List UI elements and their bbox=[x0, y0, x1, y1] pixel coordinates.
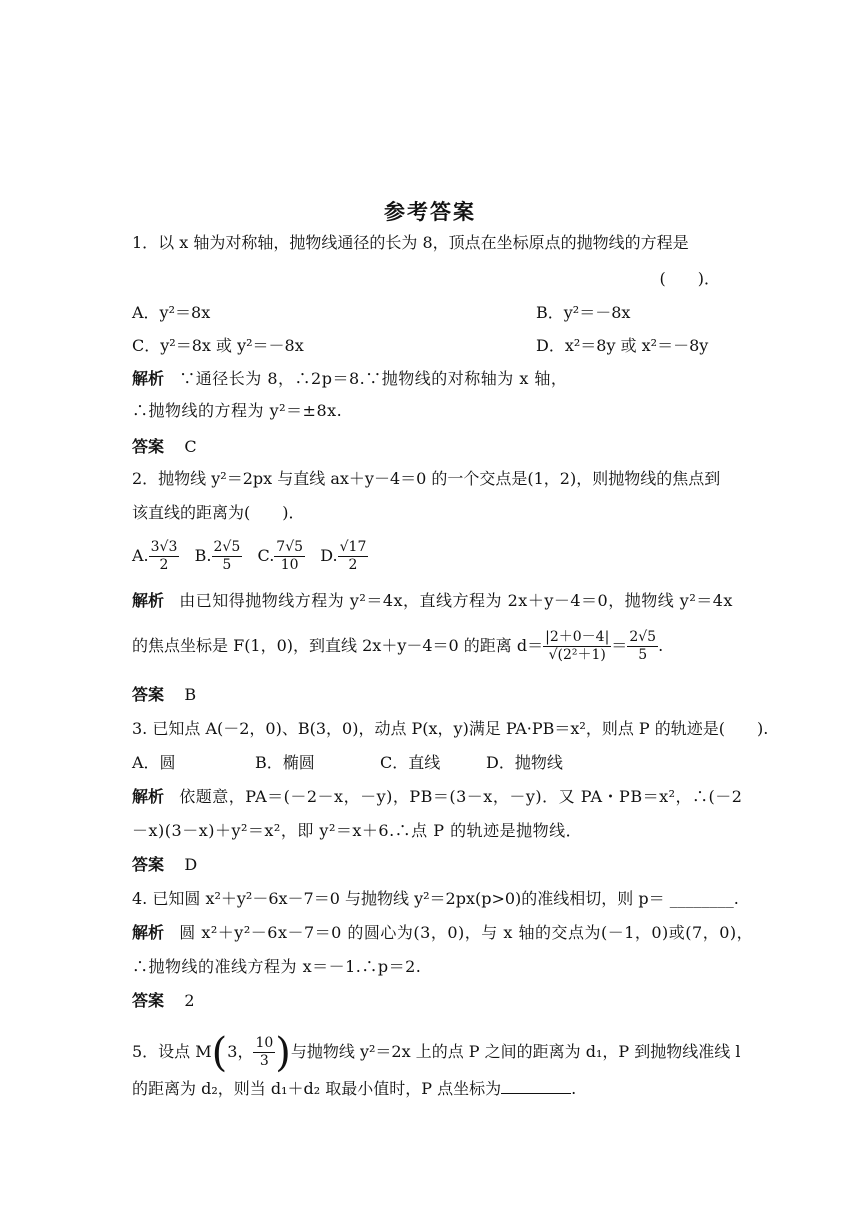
q2-options bbox=[132, 536, 730, 576]
q3-analysis-line1: 依题意，PA＝(－2－x，－y)，PB＝(3－x，－y)．又 PA・PB＝x²，∴(－2 bbox=[179, 787, 743, 806]
q5-stem-line1: 5．设点 M(3， $\frac{10}{3}$ )与抛物线 y²＝2x 上的点 P 之间的距离为 d₁，P 到抛物线准线 l bbox=[132, 1029, 741, 1076]
q2-answer-label: 答案 bbox=[132, 685, 165, 704]
q2-option-d: D. $\frac{√17}{2}$ bbox=[320, 539, 367, 573]
q5-stem-line2: 的距离为 d₂，则当 d₁＋d₂ 取最小值时，P 点坐标为 . bbox=[132, 1079, 577, 1098]
q3-answer-value: D bbox=[184, 855, 198, 874]
q3-option-a: A．圆 bbox=[132, 753, 176, 772]
q1-option-c: C．y²＝8x 或 y²＝－8x bbox=[132, 336, 304, 355]
q2-option-b: B. $\frac{2√5}{5}$ bbox=[194, 539, 241, 573]
q2-distance-fraction: $\frac{|2+0-4|}{\text{√(2²＋1)}}$ bbox=[545, 629, 610, 663]
q3-analysis-line2: －x)(3－x)＋y²＝x²，即 y²＝x＋6.∴点 P 的轨迹是抛物线． bbox=[132, 821, 583, 840]
q1-analysis-line1: ∵通径长为 8，∴2p＝8.∵抛物线的对称轴为 x 轴， bbox=[179, 369, 568, 388]
q3-analysis-label: 解析 bbox=[132, 787, 165, 806]
q3-option-d: D．抛物线 bbox=[486, 753, 563, 772]
q1-analysis bbox=[132, 368, 730, 390]
q1-option-d: D．x²＝8y 或 x²＝－8y bbox=[536, 336, 709, 355]
q4-answer-label: 答案 bbox=[132, 991, 165, 1010]
q2-answer-value: B bbox=[184, 685, 197, 704]
q4-analysis-label: 解析 bbox=[132, 923, 165, 942]
right-bracket: ) bbox=[275, 1029, 291, 1076]
q2-analysis-line1: 由已知得抛物线方程为 y²＝4x，直线方程为 2x＋y－4＝0，抛物线 y²＝4x bbox=[179, 591, 733, 610]
q4-analysis bbox=[132, 922, 754, 944]
q1-stem: 1．以 x 轴为对称轴，抛物线通径的长为 8，顶点在坐标原点的抛物线的方程是 bbox=[132, 233, 689, 252]
q3-answer bbox=[132, 854, 730, 876]
q2-option-c: C. $\frac{7√5}{10}$ bbox=[257, 539, 304, 573]
q2-analysis-line2: 的焦点坐标是 F(1，0)，到直线 2x＋y－4＝0 的距离 d＝ $\frac{|2+0-4|}{\text{√(2²＋1)}}$ ＝ $\frac{2√5}{5}$ . bbox=[132, 629, 664, 663]
q3-option-b: B．椭圆 bbox=[255, 753, 315, 772]
q2-answer bbox=[132, 684, 730, 706]
q1-analysis-label: 解析 bbox=[132, 369, 165, 388]
q2-result-fraction: $\frac{2√5}{5}$ bbox=[629, 629, 657, 663]
q3-option-c: C．直线 bbox=[380, 753, 441, 772]
q5-answer-blank[interactable] bbox=[501, 1079, 571, 1094]
q2-stem-line2: 该直线的距离为( )． bbox=[132, 503, 305, 522]
q1-answer-label: 答案 bbox=[132, 437, 165, 456]
q1-option-b: B．y²＝－8x bbox=[536, 303, 631, 322]
q2-stem-line1: 2．抛物线 y²＝2px 与直线 ax＋y－4＝0 的一个交点是(1，2)，则抛物线的焦点到 bbox=[132, 469, 721, 488]
q1-answer-value: C bbox=[184, 437, 197, 456]
left-bracket: ( bbox=[211, 1029, 228, 1076]
q5-coord-fraction: $\frac{10}{3}$ bbox=[255, 1035, 274, 1069]
q1-paren: ( )． bbox=[659, 269, 720, 288]
q2-analysis-label: 解析 bbox=[132, 591, 165, 610]
q1-options-row1 bbox=[132, 302, 730, 324]
q4-stem: 4. 已知圆 x²＋y²－6x－7＝0 与抛物线 y²＝2px(p>0)的准线相切，则 p＝ ________. bbox=[132, 889, 739, 908]
q3-options bbox=[132, 752, 730, 774]
page-title: 参考答案 bbox=[384, 200, 476, 224]
q1-option-a: A．y²＝8x bbox=[132, 303, 211, 322]
q2-option-a: A. $\frac{3√3}{2}$ bbox=[132, 539, 178, 573]
q1-answer bbox=[132, 436, 730, 458]
q3-answer-label: 答案 bbox=[132, 855, 165, 874]
q4-answer-value: 2 bbox=[184, 991, 195, 1010]
q1-analysis-line2: ∴抛物线的方程为 y²＝±8x. bbox=[132, 401, 343, 420]
q3-analysis bbox=[132, 786, 743, 808]
q4-answer bbox=[132, 990, 730, 1012]
q3-stem: 3. 已知点 A(－2，0)、B(3，0)，动点 P(x，y)满足 PA·PB＝x²，则点 P 的轨迹是( ). bbox=[132, 719, 769, 738]
q4-analysis-line1: 圆 x²＋y²－6x－7＝0 的圆心为(3，0)，与 x 轴的交点为(－1，0)或(7，0)， bbox=[179, 923, 754, 942]
q4-analysis-line2: ∴抛物线的准线方程为 x＝－1.∴p＝2. bbox=[132, 957, 422, 976]
q1-options-row2 bbox=[132, 335, 730, 357]
q2-analysis bbox=[132, 590, 733, 612]
